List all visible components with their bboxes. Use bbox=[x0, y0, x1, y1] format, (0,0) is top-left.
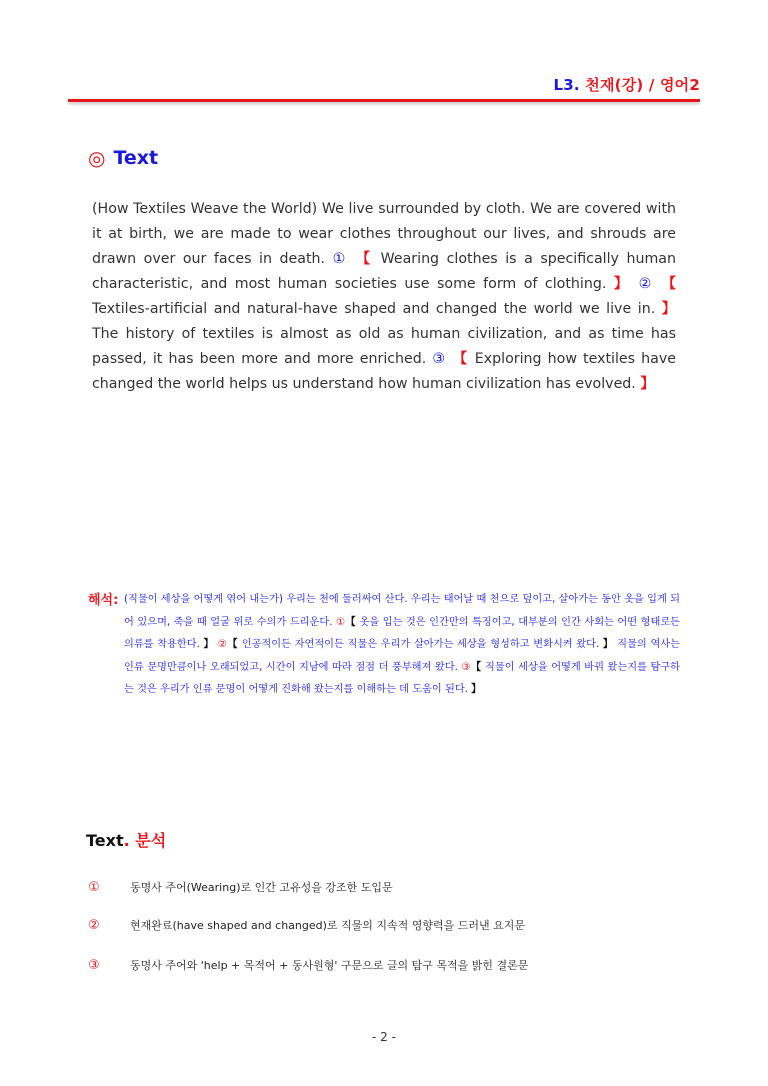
translation-sentence-2: 인공적이든 자연적이든 직물은 우리가 살아가는 세상을 형성하고 변화시켜 왔다. bbox=[238, 639, 603, 650]
analysis-text: 동명사 주어와 'help + 목적어 + 동사원형' 구문으로 글의 탐구 목적을 밝힌 결론문 bbox=[130, 959, 529, 972]
analysis-title: Text bbox=[86, 831, 124, 850]
english-passage bbox=[92, 197, 676, 397]
double-circle-icon: ◎ bbox=[88, 146, 106, 170]
translation-label: 해석: bbox=[88, 593, 119, 608]
sentence-marker-2: ② bbox=[638, 276, 655, 292]
sentence-marker-1: ① bbox=[332, 251, 349, 267]
sentence-3: Exploring how textiles have changed the world helps us understand how human civilization has evolved. bbox=[92, 351, 676, 392]
lesson-number: L3. bbox=[553, 76, 580, 94]
textbook-label: 천재(강) / 영어2 bbox=[585, 76, 700, 94]
open-bracket: 【 bbox=[345, 616, 356, 628]
section-heading bbox=[88, 146, 158, 170]
translation-marker-1: ① bbox=[335, 616, 346, 628]
analysis-marker: ① bbox=[88, 879, 100, 895]
passage-intro: (How Textiles Weave the World) We live surrounded by cloth. We are covered with it at birth, we are made to wear clothes throughout our lives, and shrouds are drawn over our faces in death. bbox=[92, 201, 676, 267]
analysis-heading bbox=[86, 828, 166, 851]
sentence-marker-3: ③ bbox=[432, 351, 447, 367]
analysis-text: 현재완료(have shaped and changed)로 직물의 지속적 영향력을 드러낸 요지문 bbox=[130, 919, 526, 932]
open-bracket: 【 bbox=[452, 351, 469, 367]
analysis-text: 동명사 주어(Wearing)로 인간 고유성을 강조한 도입문 bbox=[130, 881, 393, 894]
translation-sentence-3: 직물이 세상을 어떻게 바꿔 왔는지를 탐구하는 것은 우리가 인류 문명이 어떻게 진화해 왔는지를 이해하는 데 도움이 된다. bbox=[124, 661, 681, 695]
open-bracket: 【 bbox=[661, 276, 676, 292]
close-bracket: 】 bbox=[203, 639, 215, 650]
close-bracket: 】 bbox=[613, 276, 632, 292]
close-bracket: 】 bbox=[471, 684, 482, 695]
translation-marker-2: ② bbox=[217, 639, 228, 650]
close-bracket: 】 bbox=[661, 301, 676, 317]
open-bracket: 【 bbox=[470, 661, 482, 673]
sentence-1: Wearing clothes is a specifically human characteristic, and most human societies use some form of clothing. bbox=[92, 251, 676, 292]
analysis-item bbox=[88, 879, 688, 895]
analysis-item bbox=[88, 917, 688, 933]
korean-translation bbox=[124, 589, 680, 702]
header-divider bbox=[68, 99, 700, 102]
analysis-title-korean: 분석 bbox=[129, 831, 167, 850]
open-bracket: 【 bbox=[227, 639, 239, 650]
translation-marker-3: ③ bbox=[461, 661, 471, 673]
passage-middle: The history of textiles is almost as old as human civilization, and as time has passed, it has been more and more enriched. bbox=[92, 326, 676, 367]
page-number: - 2 - bbox=[372, 1030, 396, 1044]
analysis-item bbox=[88, 957, 688, 973]
analysis-marker: ③ bbox=[88, 957, 100, 973]
open-bracket: 【 bbox=[355, 251, 374, 267]
document-header-title bbox=[554, 74, 700, 95]
close-bracket: 】 bbox=[602, 639, 614, 650]
analysis-marker: ② bbox=[88, 917, 100, 933]
translation-sentence-1: 옷을 입는 것은 인간만의 특징이고, 대부분의 인간 사회는 어떤 형태로든 의류를 착용한다. bbox=[124, 616, 681, 650]
analysis-dot: . bbox=[123, 831, 130, 850]
translation-intro: (직물이 세상을 어떻게 엮어 내는가) 우리는 천에 둘러싸여 산다. 우리는 태어날 때 천으로 덮이고, 살아가는 동안 옷을 입게 되어 있으며, 죽을 때 얼굴 위로 수의가 드리운다. bbox=[124, 594, 680, 628]
section-title: Text bbox=[113, 147, 159, 169]
translation-middle: 직물의 역사는 인류 문명만큼이나 오래되었고, 시간이 지남에 따라 점점 더 풍부해져 왔다. bbox=[124, 639, 680, 673]
close-bracket: 】 bbox=[640, 376, 655, 392]
sentence-2: Textiles-artificial and natural-have shaped and changed the world we live in. bbox=[92, 301, 662, 317]
